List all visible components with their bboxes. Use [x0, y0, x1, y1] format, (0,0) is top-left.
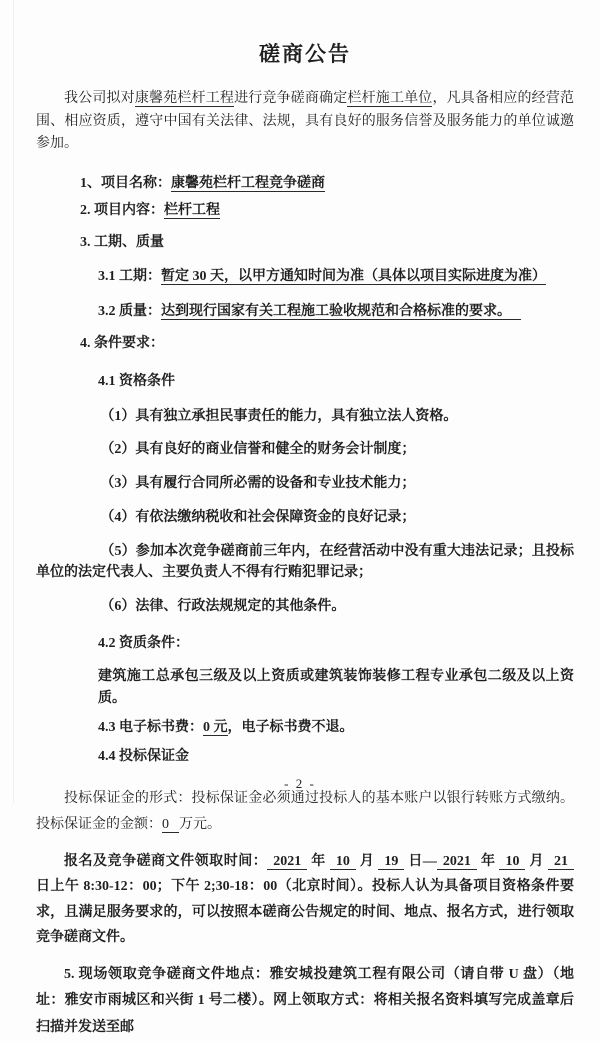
heading-qualification-conditions: 4.1 资格条件: [98, 374, 175, 390]
item-project-content-value: 栏杆工程: [164, 203, 220, 219]
intro-paragraph: [36, 88, 574, 156]
item-bid-document-fee-value: 0 元: [203, 719, 228, 735]
item-duration: [98, 266, 574, 288]
intro-text-2: 进行竞争磋商确定: [234, 91, 348, 106]
heading-bid-deposit: 4.4 投标保证金: [98, 749, 189, 765]
signup-sep-year2: 年: [476, 853, 500, 869]
heading-requirements: 4. 条件要求：: [80, 335, 164, 351]
signup-end-month: 10: [499, 854, 525, 870]
condition-2: （2）具有良好的商业信誉和健全的财务会计制度；: [100, 442, 416, 458]
intro-text-1: 我公司拟对: [64, 91, 135, 106]
item-duration-label: 3.1 工期：: [98, 269, 161, 285]
signup-end-year: 2021: [437, 854, 477, 870]
item-project-name: [80, 173, 574, 195]
credential-requirement: 建筑施工总承包三级及以上资质或建筑装饰装修工程专业承包二级及以上资质。: [98, 668, 574, 707]
project-name-underlined: 康馨苑栏杆工程: [134, 91, 235, 106]
condition-4: （4）有依法缴纳税收和社会保障资金的良好记录；: [100, 509, 416, 525]
signup-sep-day1: 日—: [404, 853, 437, 869]
item-project-name-value: 康馨苑栏杆工程竞争磋商: [171, 176, 325, 192]
signup-start-month: 10: [330, 854, 356, 870]
signup-sep-month1: 月: [355, 853, 379, 869]
item-project-content-label: 2. 项目内容：: [80, 203, 164, 219]
deposit-text: 投标保证金的形式：投标保证金必须通过投标人的基本账户以银行转账方式缴纳。投标保证金的金额：: [36, 790, 574, 833]
signup-sep-year1: 年: [307, 853, 330, 869]
deposit-amount: 0: [162, 817, 179, 833]
condition-6: （6）法律、行政法规规定的其他条件。: [100, 598, 346, 614]
page-title: 磋商公告: [259, 42, 351, 66]
page-number: - 2 -: [284, 776, 316, 791]
item-quality-label: 3.2 质量：: [98, 303, 161, 319]
signup-time-paragraph: [36, 849, 574, 951]
signup-sep-month2: 月: [525, 853, 549, 869]
online-pickup-text: 将相关报名资料填写完成盖章后扫描并发送至邮: [36, 993, 575, 1035]
signup-start-day: 19: [378, 854, 404, 870]
pickup-location-paragraph: [36, 962, 574, 1041]
item-project-name-label: 1、项目名称：: [80, 176, 171, 192]
item-bid-document-fee-rest: ，电子标书费不退。: [227, 719, 354, 735]
item-bid-document-fee-label: 4.3 电子标书费：: [98, 719, 203, 735]
signup-end-day: 21: [548, 854, 574, 870]
signup-start-year: 2021: [267, 854, 307, 870]
item-duration-value: 暂定 30 天，以甲方通知时间为准（具体以项目实际进度为准）: [161, 269, 546, 285]
online-pickup-label: 网上领取方式：: [273, 993, 374, 1009]
condition-5: （5）参加本次竞争磋商前三年内，在经营活动中没有重大违法记录；且投标单位的法定代表人、主要负责人不得有行贿犯罪记录；: [36, 543, 574, 581]
heading-duration-quality: 3. 工期、质量: [80, 234, 164, 250]
condition-1: （1）具有独立承担民事责任的能力，具有独立法人资格。: [100, 408, 458, 424]
item-quality: [98, 301, 574, 323]
pickup-location-label: 5. 现场领取竞争磋商文件地点：: [64, 966, 270, 982]
deposit-unit: 万元。: [179, 817, 221, 833]
signup-time-label: 报名及竞争磋商文件领取时间：: [64, 853, 268, 869]
deposit-paragraph: [36, 786, 574, 839]
item-bid-document-fee: [98, 717, 574, 739]
pickup-location-value: 雅安城投建筑工程有限公司（请自带 U 盘）（地址：雅安市雨城区和兴街 1 号二楼）。: [36, 966, 575, 1009]
signup-tail-text: 日上午 8:30-12：00；下午 2;30-18：00（北京时间）。投标人认为具备项目资格条件要求，且满足服务要求的，可以按照本磋商公告规定的时间、地点、报名方式，进行领取竞争磋商文件。: [36, 879, 574, 946]
contractor-type-underlined: 栏杆施工单位: [347, 91, 433, 106]
item-project-content: [80, 200, 574, 222]
heading-credential-conditions: 4.2 资质条件：: [98, 635, 189, 651]
condition-3: （3）具有履行合同所必需的设备和专业技术能力；: [100, 476, 416, 492]
item-quality-value: 达到现行国家有关工程施工验收规范和合格标准的要求。: [161, 304, 521, 320]
intro-text-3: ，凡具备相应的经营范围、相应资质，遵守中国有关法律、法规，具有良好的服务信誉及服务能力的单位诚邀参加。: [36, 91, 575, 152]
